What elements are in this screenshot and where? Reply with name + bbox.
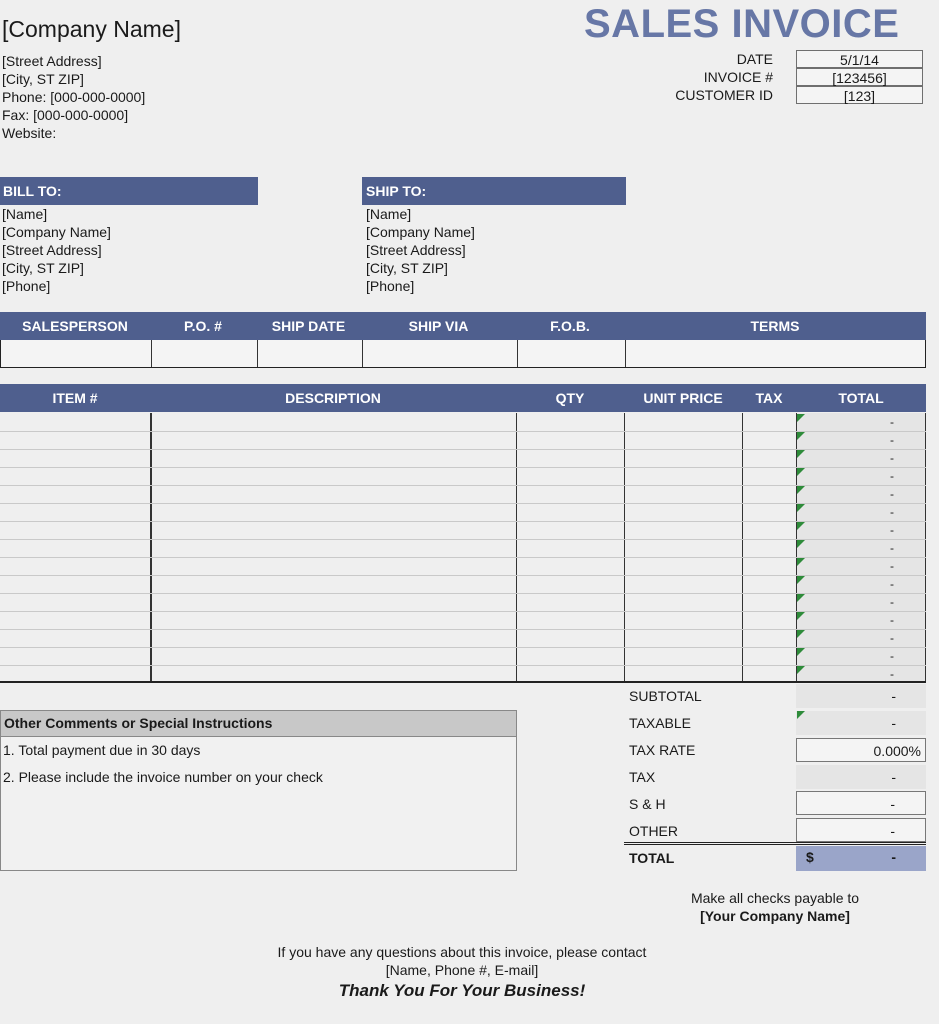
note-marker-icon bbox=[797, 648, 805, 656]
date-label: DATE bbox=[736, 51, 773, 67]
description-header: DESCRIPTION bbox=[285, 390, 381, 406]
ship-to-name: [Name] bbox=[366, 206, 412, 222]
item-row-line bbox=[0, 629, 926, 630]
bill-to-city: [City, ST ZIP] bbox=[2, 260, 84, 276]
po-number-header: P.O. # bbox=[184, 318, 222, 334]
item-row-total: - bbox=[890, 433, 894, 447]
ship-to-city: [City, ST ZIP] bbox=[366, 260, 448, 276]
thank-you-message: Thank You For Your Business! bbox=[338, 981, 586, 1000]
note-marker-icon bbox=[797, 576, 805, 584]
terms-header: TERMS bbox=[750, 318, 800, 334]
qty-header: QTY bbox=[555, 390, 585, 406]
subtotal-value: - bbox=[796, 684, 926, 708]
item-row-total: - bbox=[890, 577, 894, 591]
company-website: Website: bbox=[2, 125, 57, 141]
order-info-header bbox=[0, 312, 926, 340]
item-row-total: - bbox=[890, 523, 894, 537]
taxable-value: - bbox=[796, 711, 926, 735]
ship-to-block bbox=[366, 205, 475, 295]
comments-heading: Other Comments or Special Instructions bbox=[0, 710, 517, 737]
note-marker-icon bbox=[797, 711, 805, 719]
tax-rate-label: TAX RATE bbox=[629, 742, 696, 758]
ship-to-street: [Street Address] bbox=[366, 242, 466, 258]
order-divider bbox=[257, 340, 258, 367]
total-rule bbox=[624, 842, 926, 845]
items-divider bbox=[624, 413, 625, 681]
note-marker-icon bbox=[797, 450, 805, 458]
item-row-line bbox=[0, 467, 926, 468]
item-row-line bbox=[0, 647, 926, 648]
item-row-total: - bbox=[890, 469, 894, 483]
note-marker-icon bbox=[797, 486, 805, 494]
payable-line-2: [Your Company Name] bbox=[700, 908, 850, 924]
item-row-line bbox=[0, 431, 926, 432]
items-divider bbox=[150, 413, 152, 681]
tax-label: TAX bbox=[629, 769, 656, 785]
items-divider bbox=[742, 413, 743, 681]
item-row-total: - bbox=[890, 649, 894, 663]
company-fax: Fax: [000-000-0000] bbox=[2, 107, 129, 123]
date-field[interactable]: 5/1/14 bbox=[796, 50, 923, 68]
grand-total-value: - bbox=[891, 849, 896, 865]
note-marker-icon bbox=[797, 468, 805, 476]
items-table bbox=[0, 413, 926, 683]
footer-contact-details: [Name, Phone #, E-mail] bbox=[385, 962, 539, 978]
item-row-total: - bbox=[890, 559, 894, 573]
grand-total-cell bbox=[796, 846, 926, 871]
order-divider bbox=[517, 340, 518, 367]
item-row-line bbox=[0, 539, 926, 540]
order-divider bbox=[362, 340, 363, 367]
company-city: [City, ST ZIP] bbox=[2, 71, 84, 87]
bill-to-company: [Company Name] bbox=[2, 224, 111, 240]
note-marker-icon bbox=[797, 594, 805, 602]
item-row-line bbox=[0, 593, 926, 594]
item-row-total: - bbox=[890, 541, 894, 555]
item-row-total: - bbox=[890, 415, 894, 429]
bill-to-phone: [Phone] bbox=[2, 278, 51, 294]
item-number-header: ITEM # bbox=[52, 390, 98, 406]
note-marker-icon bbox=[797, 522, 805, 530]
note-marker-icon bbox=[797, 504, 805, 512]
subtotal-label: SUBTOTAL bbox=[629, 688, 702, 704]
grand-total-label: TOTAL bbox=[629, 850, 675, 866]
item-row-line bbox=[0, 485, 926, 486]
salesperson-header: SALESPERSON bbox=[22, 318, 128, 334]
item-row-line bbox=[0, 521, 926, 522]
company-phone: Phone: [000-000-0000] bbox=[2, 89, 146, 105]
order-info-row bbox=[0, 340, 926, 368]
tax-rate-field[interactable]: 0.000% bbox=[796, 738, 926, 762]
ship-date-header: SHIP DATE bbox=[271, 318, 346, 334]
item-row-total: - bbox=[890, 487, 894, 501]
item-row-line bbox=[0, 557, 926, 558]
item-row-line bbox=[0, 503, 926, 504]
tax-value: - bbox=[796, 765, 926, 789]
ship-to-company: [Company Name] bbox=[366, 224, 475, 240]
item-row-line bbox=[0, 611, 926, 612]
item-row-total: - bbox=[890, 667, 894, 681]
total-header: TOTAL bbox=[838, 390, 884, 406]
customer-id-field[interactable]: [123] bbox=[796, 86, 923, 104]
item-row-line bbox=[0, 665, 926, 666]
items-divider bbox=[925, 413, 926, 681]
item-row-total: - bbox=[890, 505, 894, 519]
tax-header: TAX bbox=[755, 390, 783, 406]
note-marker-icon bbox=[797, 414, 805, 422]
note-marker-icon bbox=[797, 612, 805, 620]
item-row-total: - bbox=[890, 631, 894, 645]
items-divider bbox=[516, 413, 517, 681]
shipping-handling-label: S & H bbox=[629, 796, 666, 812]
total-column bbox=[797, 413, 926, 681]
items-header bbox=[0, 384, 926, 412]
currency-symbol: $ bbox=[806, 849, 814, 865]
note-marker-icon bbox=[797, 558, 805, 566]
comment-line-1: 1. Total payment due in 30 days bbox=[3, 742, 201, 758]
fob-header: F.O.B. bbox=[550, 318, 590, 334]
comment-line-2: 2. Please include the invoice number on your check bbox=[3, 769, 323, 785]
item-row-line bbox=[0, 575, 926, 576]
invoice-title: SALES INVOICE bbox=[584, 2, 900, 46]
bill-to-block bbox=[2, 205, 111, 295]
ship-to-heading: SHIP TO: bbox=[362, 177, 626, 205]
order-divider bbox=[151, 340, 152, 367]
payable-line-1: Make all checks payable to bbox=[690, 890, 860, 906]
comments-box[interactable] bbox=[0, 737, 517, 871]
item-row-total: - bbox=[890, 613, 894, 627]
order-divider bbox=[625, 340, 626, 367]
note-marker-icon bbox=[797, 666, 805, 674]
shipping-handling-field[interactable]: - bbox=[796, 791, 926, 815]
invoice-number-field[interactable]: [123456] bbox=[796, 68, 923, 86]
company-street: [Street Address] bbox=[2, 53, 102, 69]
ship-to-phone: [Phone] bbox=[366, 278, 415, 294]
note-marker-icon bbox=[797, 540, 805, 548]
customer-id-label: CUSTOMER ID bbox=[675, 87, 773, 103]
other-field[interactable]: - bbox=[796, 818, 926, 842]
taxable-label: TAXABLE bbox=[629, 715, 691, 731]
item-row-total: - bbox=[890, 451, 894, 465]
company-name: [Company Name] bbox=[2, 16, 181, 42]
invoice-number-label: INVOICE # bbox=[703, 69, 773, 85]
note-marker-icon bbox=[797, 432, 805, 440]
bill-to-heading: BILL TO: bbox=[0, 177, 258, 205]
ship-via-header: SHIP VIA bbox=[408, 318, 469, 334]
other-label: OTHER bbox=[629, 823, 678, 839]
item-row-line bbox=[0, 449, 926, 450]
item-row-total: - bbox=[890, 595, 894, 609]
note-marker-icon bbox=[797, 630, 805, 638]
unit-price-header: UNIT PRICE bbox=[643, 390, 723, 406]
bill-to-street: [Street Address] bbox=[2, 242, 102, 258]
bill-to-name: [Name] bbox=[2, 206, 48, 222]
footer-contact-line: If you have any questions about this invoice, please contact bbox=[277, 944, 647, 960]
